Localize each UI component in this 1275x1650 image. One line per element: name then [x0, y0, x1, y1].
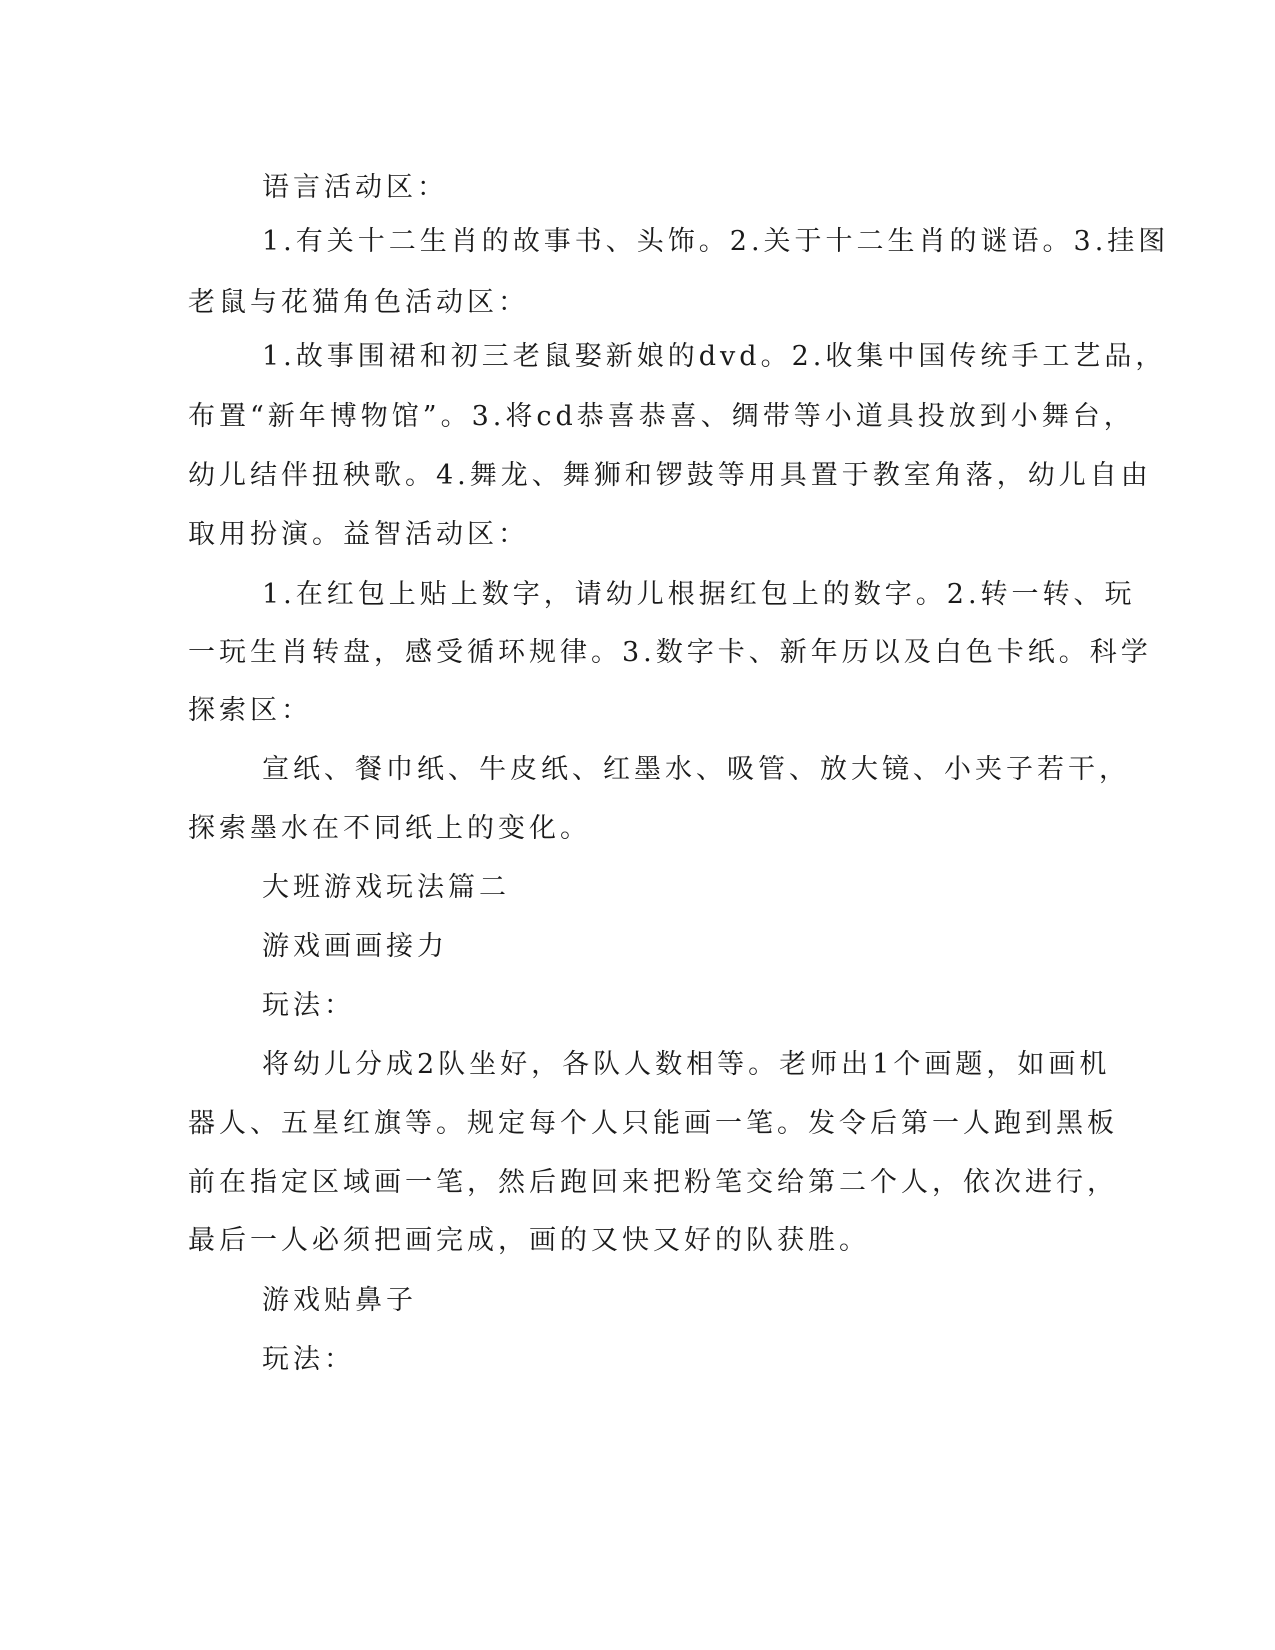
game-title: 游戏画画接力 [262, 931, 448, 962]
game-title: 游戏贴鼻子 [262, 1285, 417, 1316]
heading-language-area: 语言活动区： [262, 172, 448, 203]
section-title: 大班游戏玩法篇二 [262, 872, 510, 903]
paragraph-line: 将幼儿分成2队坐好，各队人数相等。老师出1个画题，如画机 [262, 1049, 1111, 1080]
paragraph-line: 最后一人必须把画完成，画的又快又好的队获胜。 [188, 1225, 870, 1256]
paragraph-line: 前在指定区域画一笔，然后跑回来把粉笔交给第二个人，依次进行， [188, 1167, 1118, 1198]
paragraph-line: 1.故事围裙和初三老鼠娶新娘的dvd。2.收集中国传统手工艺品， [262, 341, 1167, 372]
paragraph-line: 一玩生肖转盘，感受循环规律。3.数字卡、新年历以及白色卡纸。科学 [188, 637, 1152, 668]
paragraph-line: 布置“新年博物馆”。3.将cd恭喜恭喜、绸带等小道具投放到小舞台， [188, 401, 1135, 432]
paragraph-line: 老鼠与花猫角色活动区： [188, 287, 529, 318]
paragraph-line: 取用扮演。益智活动区： [188, 519, 529, 550]
rules-label: 玩法： [262, 1344, 355, 1375]
rules-label: 玩法： [262, 990, 355, 1021]
paragraph-line: 宣纸、餐巾纸、牛皮纸、红墨水、吸管、放大镜、小夹子若干， [262, 754, 1130, 785]
paragraph-line: 1.在红包上贴上数字，请幼儿根据红包上的数字。2.转一转、玩 [262, 579, 1136, 610]
paragraph-line: 探索墨水在不同纸上的变化。 [188, 813, 591, 844]
paragraph-line: 幼儿结伴扭秧歌。4.舞龙、舞狮和锣鼓等用具置于教室角落，幼儿自由 [188, 460, 1152, 491]
paragraph-line: 1.有关十二生肖的故事书、头饰。2.关于十二生肖的谜语。3.挂图 [262, 226, 1170, 257]
paragraph-line: 探索区： [188, 695, 312, 726]
paragraph-line: 器人、五星红旗等。规定每个人只能画一笔。发令后第一人跑到黑板 [188, 1108, 1118, 1139]
